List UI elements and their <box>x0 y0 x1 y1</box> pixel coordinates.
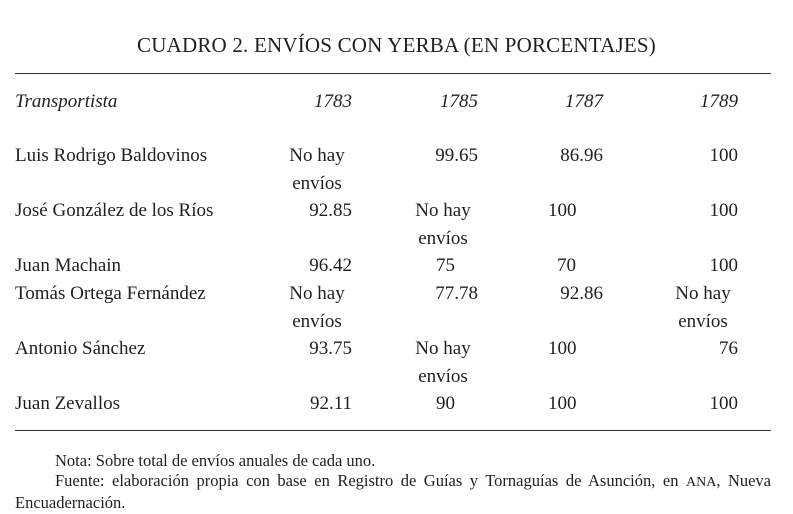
table-cell: 77.78 <box>435 283 478 304</box>
source-rest: , Nueva Encuadernación. <box>15 471 772 512</box>
source-abbr: ANA <box>685 475 717 490</box>
bottom-rule <box>15 430 771 431</box>
table-row-name: Juan Zevallos <box>15 393 121 414</box>
table-row-name: José González de los Ríos <box>15 200 214 221</box>
table-cell: 92.11 <box>309 393 352 414</box>
header-1785: 1785 <box>440 91 478 112</box>
table-cell: 100 <box>709 255 738 276</box>
table-cell: 92.86 <box>560 283 603 304</box>
table-row-name: Antonio Sánchez <box>15 338 146 359</box>
header-1783: 1783 <box>314 91 352 112</box>
table-cell: 100 <box>548 393 577 414</box>
table-note: Nota: Sobre total de envíos anuales de cada uno. <box>55 451 376 470</box>
table-row-name: Luis Rodrigo Baldovinos <box>15 145 208 166</box>
table-row-name: Juan Machain <box>15 255 122 276</box>
header-1787: 1787 <box>565 91 603 112</box>
table-cell: 93.75 <box>309 338 352 359</box>
table-cell: 96.42 <box>309 255 352 276</box>
table-cell: No hay envíos <box>415 200 471 249</box>
table-title: CUADRO 2. ENVÍOS CON YERBA (EN PORCENTAJES) <box>137 33 656 57</box>
table-cell: 70 <box>557 255 576 276</box>
table-source <box>15 471 771 513</box>
table-cell: No hay envíos <box>289 145 345 194</box>
table-cell: 100 <box>709 393 738 414</box>
table-cell: 100 <box>709 145 738 166</box>
table-cell: 92.85 <box>309 200 352 221</box>
table-cell: 75 <box>436 255 455 276</box>
table-cell: No hay envíos <box>289 283 345 332</box>
table-row-name: Tomás Ortega Fernández <box>15 283 206 304</box>
source-text: Fuente: elaboración propia con base en Registro de Guías y Tornaguías de Asunción, en <box>55 471 679 490</box>
table-cell: 76 <box>719 338 738 359</box>
table-cell: 100 <box>548 200 577 221</box>
header-1789: 1789 <box>700 91 738 112</box>
table-cell: 99.65 <box>435 145 478 166</box>
table-cell: 100 <box>548 338 577 359</box>
top-rule <box>15 73 771 74</box>
table-cell: 86.96 <box>560 145 603 166</box>
table-cell: No hay envíos <box>415 338 471 387</box>
table-cell: 90 <box>436 393 455 414</box>
table-cell: 100 <box>709 200 738 221</box>
table-cell: No hay envíos <box>675 283 731 332</box>
header-transportista: Transportista <box>15 91 118 112</box>
